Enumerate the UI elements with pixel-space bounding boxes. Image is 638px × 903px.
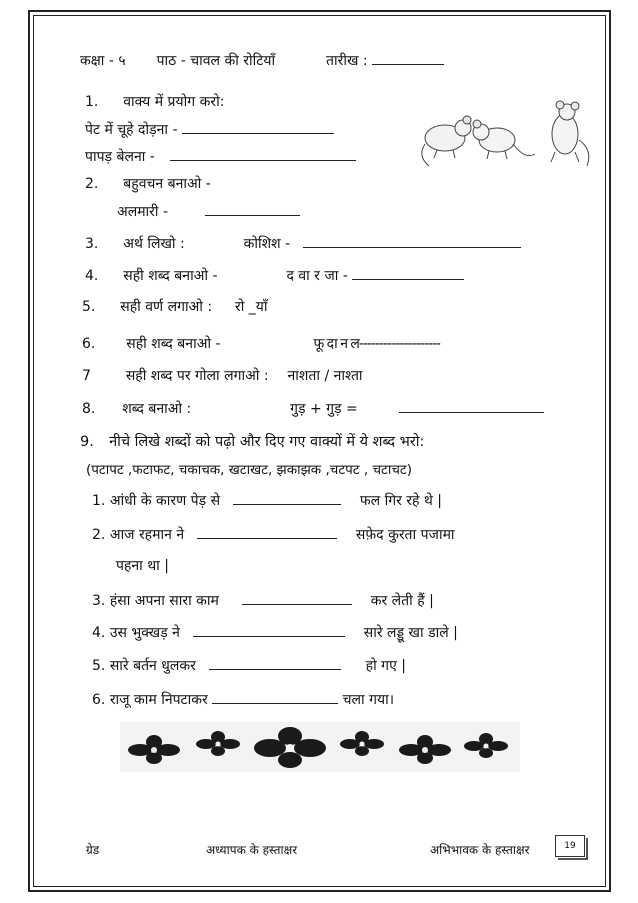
q6-item: फू दा न ल-------------------- xyxy=(313,336,440,352)
sentence-number: 5. xyxy=(92,658,106,674)
sentence-before: आंधी के कारण पेड़ से xyxy=(109,493,221,509)
class-label: कक्षा - ५ xyxy=(80,53,126,69)
lesson-label: पाठ - चावल की रोटियाँ xyxy=(156,53,276,69)
hibiscus-flower-border xyxy=(120,722,520,772)
q1-heading xyxy=(85,92,224,112)
sentence-after: चला गया। xyxy=(342,692,395,708)
sentence-number: 4. xyxy=(92,625,106,641)
q5-title: सही वर्ण लगाओ : xyxy=(120,299,213,315)
sentence-number: 1. xyxy=(92,493,106,509)
sentence-after: सफ़ेद कुरता पजामा xyxy=(355,527,455,543)
q5-item: रो _याँ xyxy=(235,299,268,315)
sentence-blank[interactable] xyxy=(209,655,341,670)
sentence-after: कर लेती हैं | xyxy=(370,593,434,609)
q9-heading xyxy=(80,432,424,452)
q1-item-b-blank[interactable] xyxy=(170,146,356,161)
q5-number: 5. xyxy=(82,299,96,315)
q8-blank[interactable] xyxy=(399,398,544,413)
date-blank[interactable] xyxy=(372,50,444,65)
sentence-number: 6. xyxy=(92,692,106,708)
sentence-before: उस भुक्खड़ ने xyxy=(109,625,180,641)
q3-number: 3. xyxy=(85,236,99,252)
q3-item: कोशिश - xyxy=(243,236,291,252)
footer-parent-sign: अभिभावक के हस्ताक्षर xyxy=(430,843,530,857)
q9-sentence-3 xyxy=(92,590,434,611)
q9-options xyxy=(86,460,412,480)
q4-row xyxy=(85,265,464,286)
q1-number: 1. xyxy=(85,94,99,110)
sentence-blank[interactable] xyxy=(193,622,345,637)
q4-number: 4. xyxy=(85,268,99,284)
q8-row xyxy=(82,398,544,419)
q9-sentence-1 xyxy=(92,490,442,511)
q2-item-text: अलमारी - xyxy=(117,204,169,220)
sentence-blank[interactable] xyxy=(233,490,341,505)
q8-item: गुड़ + गुड़ = xyxy=(290,401,358,417)
q7-title: सही शब्द पर गोला लगाओ : xyxy=(125,368,269,384)
sentence-before: राजू काम निपटाकर xyxy=(109,692,208,708)
q2-item xyxy=(117,201,300,222)
q9-options-text: (पटापट ,फटाफट, चकाचक, खटाखट, झकाझक ,चटपट , चटाचट) xyxy=(86,462,412,478)
sentence-blank[interactable] xyxy=(242,590,352,605)
q9-sentence-2-cont xyxy=(116,556,169,576)
q9-number: 9. xyxy=(80,434,94,450)
q7-number: 7 xyxy=(82,368,91,384)
q4-blank[interactable] xyxy=(352,265,464,280)
mice-illustration xyxy=(415,100,595,175)
q3-title: अर्थ लिखो : xyxy=(123,236,185,252)
q9-title: नीचे लिखे शब्दों को पढ़ो और दिए गए वाक्यों में ये शब्द भरो: xyxy=(109,434,425,450)
sentence-before: सारे बर्तन धुलकर xyxy=(109,658,196,674)
sentence-before: हंसा अपना सारा काम xyxy=(109,593,219,609)
sentence-number: 2. xyxy=(92,527,106,543)
sentence-after: फल गिर रहे थे | xyxy=(359,493,443,509)
q9-sentence-5 xyxy=(92,655,406,676)
sentence-blank[interactable] xyxy=(197,524,337,539)
q2-number: 2. xyxy=(85,176,99,192)
q2-heading xyxy=(85,174,211,194)
q1-item-b xyxy=(85,146,356,167)
footer-teacher-sign: अध्यापक के हस्ताक्षर xyxy=(206,843,298,857)
q4-title: सही शब्द बनाओ - xyxy=(123,268,218,284)
q1-title: वाक्य में प्रयोग करो: xyxy=(123,94,225,110)
sentence-blank[interactable] xyxy=(212,689,338,704)
q5-row xyxy=(82,297,268,317)
q6-number: 6. xyxy=(82,336,96,352)
sentence-before: पहना था | xyxy=(116,558,169,574)
q2-item-blank[interactable] xyxy=(205,201,300,216)
q7-row xyxy=(82,366,363,386)
q9-sentence-4 xyxy=(92,622,458,643)
q4-item: द वा र जा - xyxy=(286,268,348,284)
header-row xyxy=(80,50,444,71)
sentence-after: हो गए | xyxy=(365,658,406,674)
q1-item-a-blank[interactable] xyxy=(182,119,334,134)
q7-item: नाशता / नाश्ता xyxy=(287,368,363,384)
q9-sentence-6 xyxy=(92,689,394,710)
q3-blank[interactable] xyxy=(303,233,521,248)
q8-number: 8. xyxy=(82,401,96,417)
sentence-after: सारे लड्डू खा डाले | xyxy=(363,625,458,641)
sentence-number: 3. xyxy=(92,593,106,609)
q1-item-a xyxy=(85,119,334,140)
q1-item-a-text: पेट में चूहे दोड़ना - xyxy=(85,122,178,138)
q1-item-b-text: पापड़ बेलना - xyxy=(85,149,155,165)
footer-grade: ग्रेड xyxy=(86,843,100,857)
date-label: तारीख : xyxy=(325,53,368,69)
q3-row xyxy=(85,233,521,254)
q6-row xyxy=(82,334,440,354)
q2-title: बहुवचन बनाओ - xyxy=(123,176,211,192)
q8-title: शब्द बनाओ : xyxy=(122,401,192,417)
sentence-before: आज रहमान ने xyxy=(109,527,185,543)
q6-title: सही शब्द बनाओ - xyxy=(126,336,221,352)
q9-sentence-2 xyxy=(92,524,455,545)
page-number: 19 xyxy=(555,835,585,857)
